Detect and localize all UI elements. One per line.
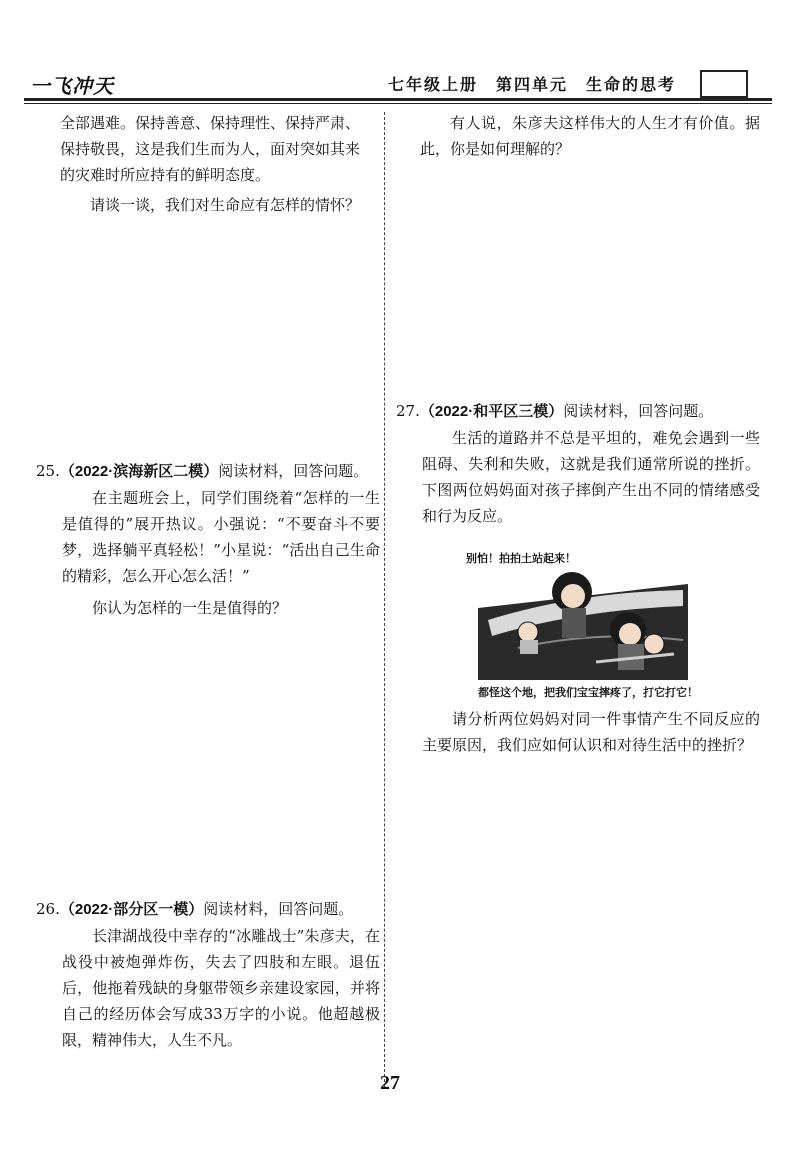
- left-intro: [60, 110, 380, 218]
- q27-question-block: [422, 706, 760, 758]
- child-1: [518, 622, 538, 642]
- caption-top: 别怕！拍拍土站起来！: [466, 553, 576, 565]
- child-1-body: [520, 640, 538, 654]
- q26-number: 26.: [36, 900, 60, 918]
- q26-source: （2022·部分区一模）: [59, 901, 204, 918]
- q27-number: 27.: [396, 402, 420, 420]
- q25-instruction: 阅读材料，回答问题。: [218, 462, 369, 480]
- header-decoration-box: [700, 70, 748, 98]
- q25-number: 25.: [36, 462, 60, 480]
- child-2: [644, 634, 664, 654]
- header-rule-thin: [24, 103, 772, 104]
- brand-logo: 一飞冲天: [30, 76, 114, 98]
- q26-continuation: [420, 110, 760, 162]
- intro-line-3: 的灾难时所应持有的鲜明态度。: [60, 166, 271, 184]
- cartoon-svg: [478, 570, 688, 680]
- q25-material: 在主题班会上，同学们围绕着“怎样的一生是值得的”展开热议。小强说：“不要奋斗不要梦，选择躺平真轻松！”小星说：“活出自己生命的精彩，怎么开心怎么活！”: [62, 489, 380, 585]
- q26-instruction: 阅读材料，回答问题。: [203, 900, 354, 918]
- running-header-title: 七年级上册 第四单元 生命的思考: [388, 75, 677, 94]
- q27-instruction: 阅读材料，回答问题。: [563, 402, 714, 420]
- q25-question: 你认为怎样的一生是值得的？: [92, 599, 288, 617]
- q26-question: 有人说，朱彦夫这样伟大的人生才有价值。据此，你是如何理解的？: [420, 114, 760, 158]
- q27-question: 请分析两位妈妈对同一件事情产生不同反应的主要原因，我们应如何认识和对待生活中的挫折？: [422, 710, 760, 754]
- q26-material: 长津湖战役中幸存的“冰雕战士”朱彦夫，在战役中被炮弹炸伤，失去了四肢和左眼。退伍后，他拖着残缺的身躯带领乡亲建设家园，并将自己的经历体会写成33万字的小说。他超越极限，精神伟大，人生不凡。: [62, 927, 380, 1049]
- q27-source: （2022·和平区三模）: [419, 403, 564, 420]
- mother-1-face: [561, 584, 585, 608]
- q25-source: （2022·滨海新区二模）: [59, 463, 219, 480]
- q26-heading: [36, 896, 380, 923]
- question-25: [36, 458, 380, 621]
- intro-line-2: 保持敬畏，这是我们生而为人，面对突如其来: [60, 140, 361, 158]
- q27-heading: [396, 398, 760, 425]
- question-26: [36, 896, 380, 1053]
- mother-2-face: [619, 623, 641, 645]
- caption-bottom: 都怪这个地，把我们宝宝摔疼了，打它打它！: [478, 687, 698, 699]
- intro-question: 请谈一谈，我们对生命应有怎样的情怀？: [90, 196, 361, 214]
- mother-1-body: [562, 608, 586, 638]
- header-rule: [24, 98, 772, 101]
- question-27: [396, 398, 760, 529]
- column-divider: [384, 112, 385, 1087]
- q25-heading: [36, 458, 380, 485]
- cartoon-illustration: [478, 570, 688, 680]
- q27-material: 生活的道路并不总是平坦的，难免会遇到一些阻碍、失利和失败，这就是我们通常所说的挫折。下图两位妈妈面对孩子摔倒产生出不同的情绪感受和行为反应。: [422, 429, 760, 525]
- intro-line-1: 全部遇难。保持善意、保持理性、保持严肃、: [60, 114, 361, 132]
- page-number: 27: [380, 1072, 400, 1094]
